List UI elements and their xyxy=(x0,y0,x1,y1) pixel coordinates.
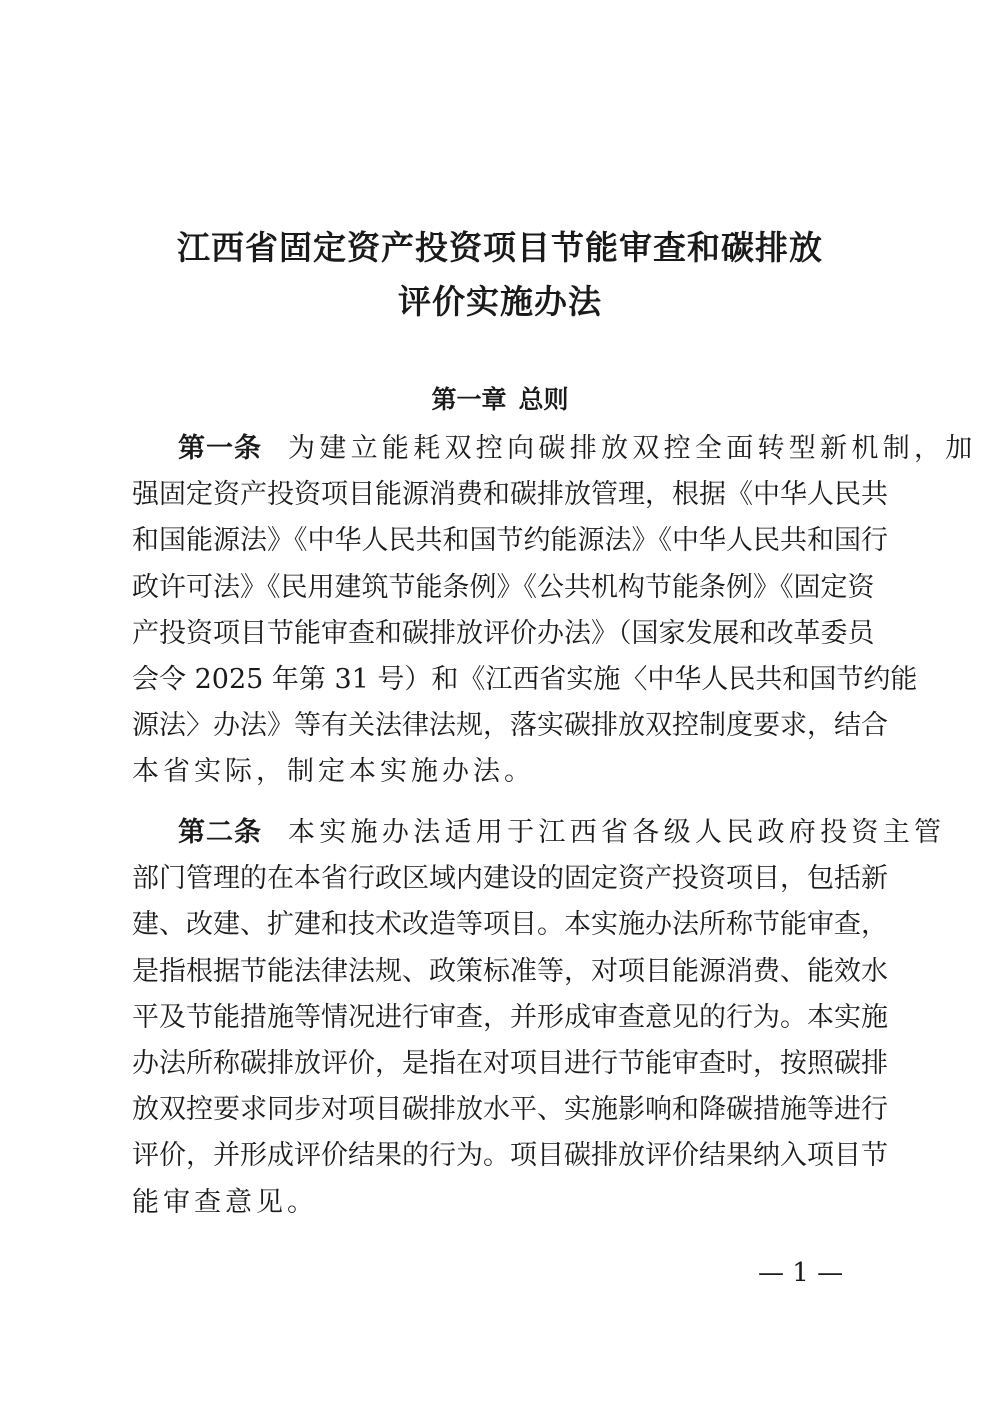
article-line: 本省实际，制定本实施办法。 xyxy=(132,756,535,788)
article-line: 放双控要求同步对项目碳排放水平、实施影响和降碳措施等进行 xyxy=(132,1094,888,1126)
chapter-name: 总则 xyxy=(518,385,569,414)
chapter-heading xyxy=(0,380,1000,416)
page-number: — 1 — xyxy=(758,1258,844,1288)
article-line: 源法〉办法》等有关法律法规，落实碳排放双控制度要求，结合 xyxy=(132,710,888,742)
article-line: 办法所称碳排放评价，是指在对项目进行节能审查时，按照碳排 xyxy=(132,1047,888,1079)
article-line: 会令 2025 年第 31 号）和《江西省实施〈中华人民共和国节约能 xyxy=(132,663,918,695)
article-label: 第一条 xyxy=(178,433,262,464)
article-2 xyxy=(132,810,946,1226)
article-line: 平及节能措施等情况进行审查，并形成审查意见的行为。本实施 xyxy=(132,1001,888,1033)
chapter-number: 第一章 xyxy=(431,385,507,414)
article-text: 为建立能耗双控向碳排放双控全面转型新机制，加 xyxy=(288,433,977,464)
article-line: 能审查意见。 xyxy=(132,1186,318,1218)
document-title-line-1: 江西省固定资产投资项目节能审查和碳排放 xyxy=(177,228,823,267)
article-line: 评价，并形成评价结果的行为。项目碳排放评价结果纳入项目节 xyxy=(132,1140,888,1172)
article-line: 强固定资产投资项目能源消费和碳排放管理，根据《中华人民共 xyxy=(132,479,888,511)
article-line: 产投资项目节能审查和碳排放评价办法》（国家发展和改革委员 xyxy=(132,617,875,649)
article-line: 和国能源法》《中华人民共和国节约能源法》《中华人民共和国行 xyxy=(132,525,888,557)
article-label: 第二条 xyxy=(178,817,262,848)
article-line: 是指根据节能法律法规、政策标准等，对项目能源消费、能效水 xyxy=(132,955,888,987)
article-1 xyxy=(132,426,977,796)
article-first-line xyxy=(132,810,946,856)
document-title-line-2: 评价实施办法 xyxy=(398,282,602,321)
article-line: 部门管理的在本省行政区域内建设的固定资产投资项目，包括新 xyxy=(132,863,888,895)
article-text: 本实施办法适用于江西省各级人民政府投资主管 xyxy=(288,817,946,848)
article-line: 建、改建、扩建和技术改造等项目。本实施办法所称节能审查， xyxy=(132,909,888,941)
article-line: 政许可法》《民用建筑节能条例》《公共机构节能条例》《固定资 xyxy=(132,571,875,603)
article-first-line xyxy=(132,426,977,472)
